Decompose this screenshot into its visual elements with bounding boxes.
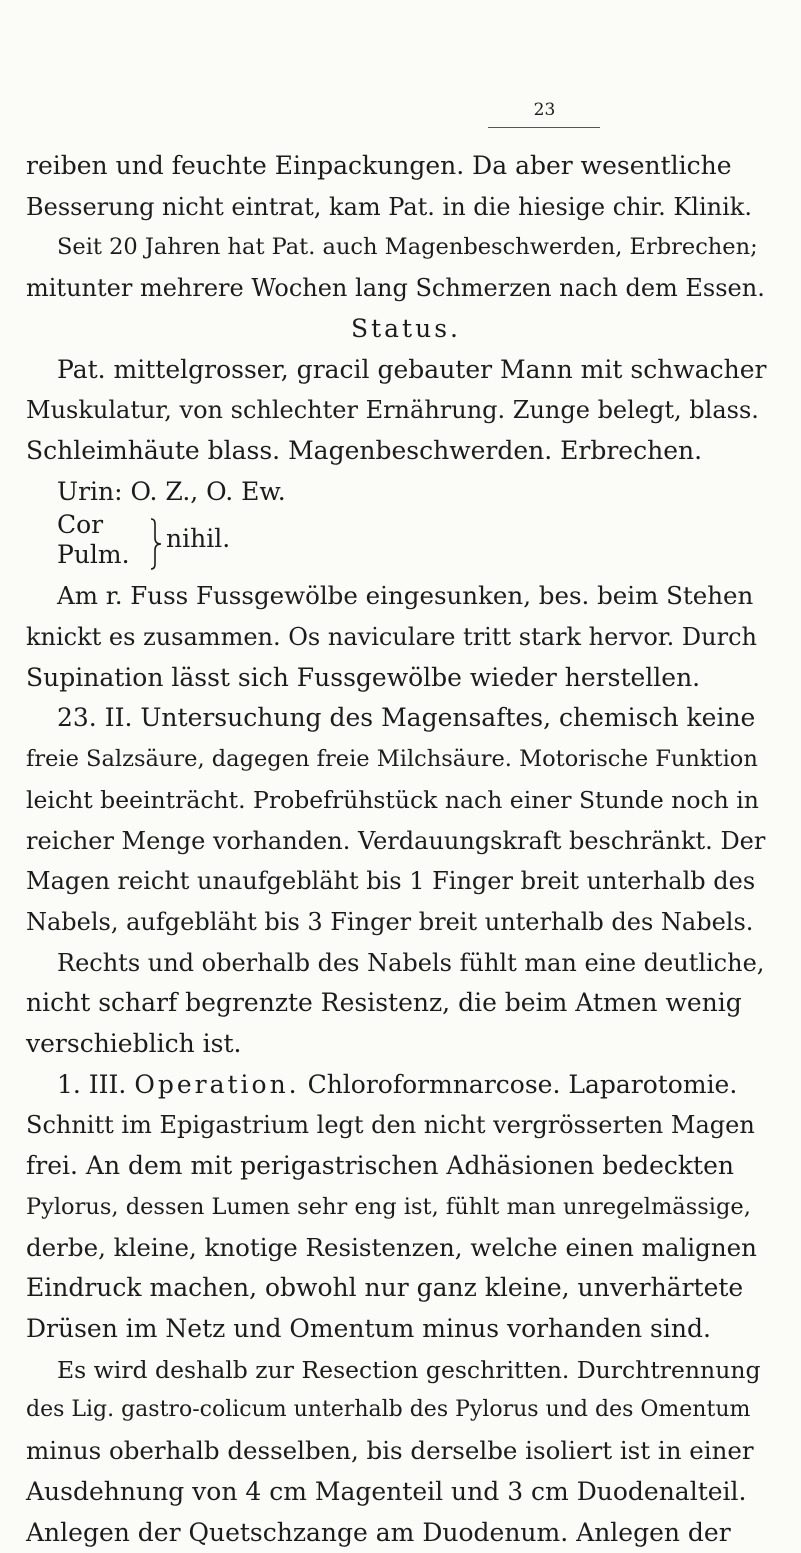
text-line: Magen reicht unaufgebläht bis 1 Finger breit unterhalb des [26,861,766,902]
text-line: Seit 20 Jahren hat Pat. auch Magenbeschwerden, Erbrechen; [26,227,766,268]
text-line: Pylorus, dessen Lumen sehr eng ist, fühlt man unregelmässige, [26,1187,766,1228]
text-line: frei. An dem mit perigastrischen Adhäsionen bedeckten [26,1146,766,1187]
text-line: Schleimhäute blass. Magenbeschwerden. Erbrechen. [26,431,766,472]
text-line: freie Salzsäure, dagegen freie Milchsäure. Motorische Funktion [26,739,766,780]
section-heading-status: Status. [26,309,766,350]
curly-brace-icon [148,518,164,570]
text-line-urin: Urin: O. Z., O. Ew. [26,472,766,513]
date-label: 1. III. [57,1070,126,1099]
text-line: leicht beeinträcht. Probefrühstück nach einer Stunde noch in [26,780,766,821]
text-line: minus oberhalb desselben, bis derselbe isoliert ist in einer [26,1431,766,1472]
text-line: knickt es zusammen. Os naviculare tritt stark hervor. Durch [26,617,766,658]
text-line: reiben und feuchte Einpackungen. Da aber wesentliche [26,146,766,187]
text-line: Pat. mittelgrosser, gracil gebauter Mann mit schwacher [26,350,766,391]
text-line: Muskulatur, von schlechter Ernährung. Zunge belegt, blass. [26,390,766,431]
nihil-label: nihil. [166,524,230,554]
text-line: 23. II. Untersuchung des Magensaftes, chemisch keine [26,698,766,739]
text-line: Nabels, aufgebläht bis 3 Finger breit unterhalb des Nabels. [26,902,766,943]
text-line-operation [26,1065,766,1106]
cor-pulm-block [26,512,766,576]
header-rule [488,127,600,128]
text-line: mitunter mehrere Wochen lang Schmerzen nach dem Essen. [26,268,766,309]
text-line: Ausdehnung von 4 cm Magenteil und 3 cm Duodenalteil. [26,1472,766,1513]
body-text [26,146,766,1553]
text-line: Besserung nicht eintrat, kam Pat. in die hiesige chir. Klinik. [26,187,766,228]
text-line: Schnitt im Epigastrium legt den nicht vergrösserten Magen [26,1105,766,1146]
text-line: verschieblich ist. [26,1024,766,1065]
text-line: Rechts und oberhalb des Nabels fühlt man eine deutliche, [26,943,766,984]
text-line: Drüsen im Netz und Omentum minus vorhanden sind. [26,1309,766,1350]
text-line: Eindruck machen, obwohl nur ganz kleine, unverhärtete [26,1268,766,1309]
text-line: des Lig. gastro-colicum unterhalb des Pylorus und des Omentum [26,1390,766,1431]
text-line: reicher Menge vorhanden. Verdauungskraft beschränkt. Der [26,821,766,862]
pulm-label: Pulm. [57,540,130,570]
text-line: derbe, kleine, knotige Resistenzen, welche einen malignen [26,1228,766,1269]
text-line: Supination lässt sich Fussgewölbe wieder herstellen. [26,658,766,699]
operation-text: Chloroformnarcose. Laparotomie. [308,1070,738,1099]
text-line: Anlegen der Quetschzange am Duodenum. Anlegen der [26,1513,766,1553]
text-line: Es wird deshalb zur Resection geschritten. Durchtrennung [26,1350,766,1391]
text-line: Am r. Fuss Fussgewölbe eingesunken, bes. beim Stehen [26,576,766,617]
cor-label: Cor [57,510,103,540]
operation-heading: Operation. [134,1070,299,1099]
text-line: nicht scharf begrenzte Resistenz, die beim Atmen wenig [26,983,766,1024]
page-number: 23 [487,100,602,122]
